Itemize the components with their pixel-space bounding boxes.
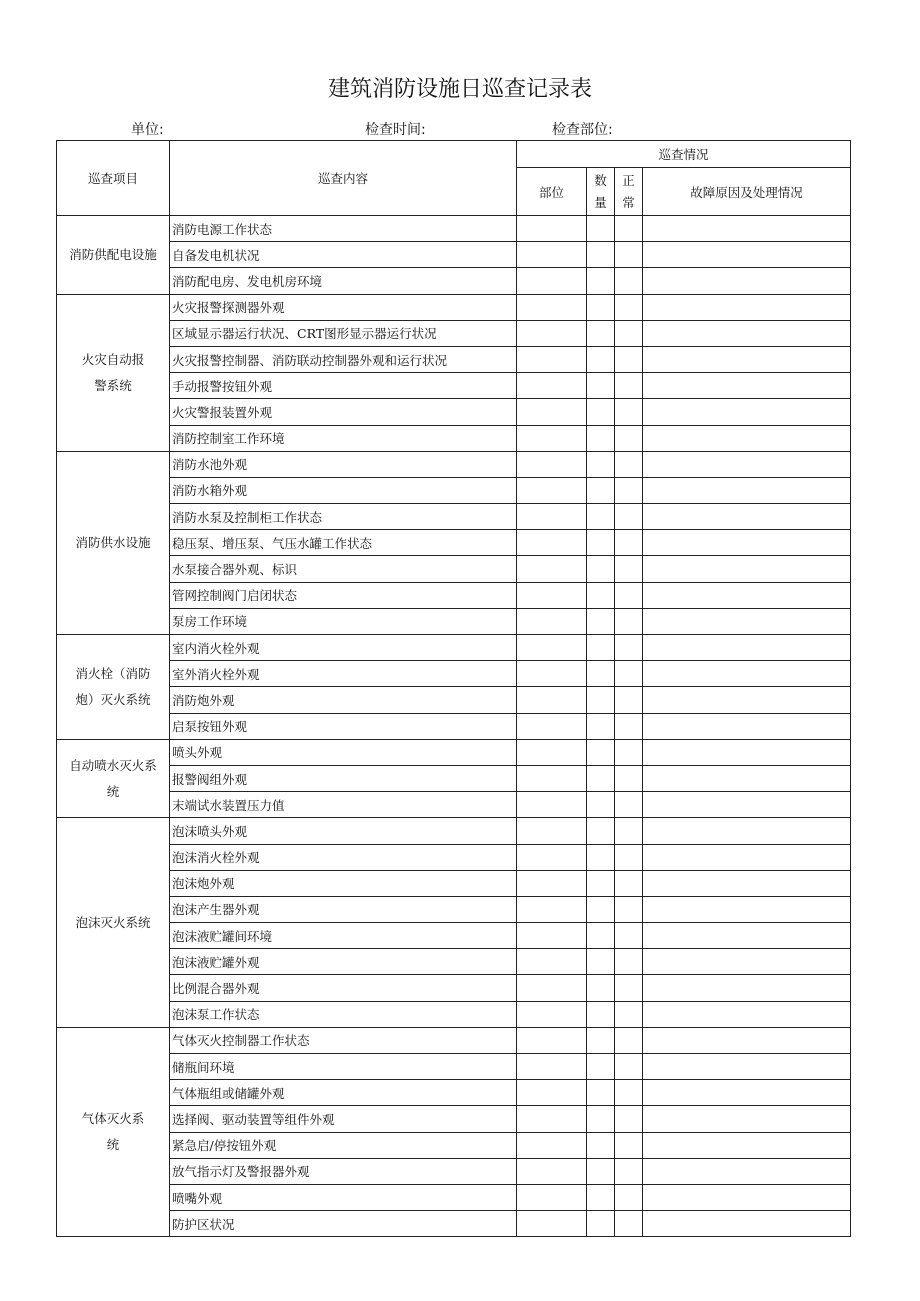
quantity-cell[interactable] xyxy=(587,870,615,896)
location-cell[interactable] xyxy=(517,399,587,425)
fault-cell[interactable] xyxy=(643,1106,851,1132)
fault-cell[interactable] xyxy=(643,556,851,582)
inspection-item: 泡沫炮外观 xyxy=(170,870,517,896)
normal-cell[interactable] xyxy=(615,949,643,975)
fault-cell[interactable] xyxy=(643,1027,851,1053)
normal-cell[interactable] xyxy=(615,504,643,530)
inspection-item: 启泵按钮外观 xyxy=(170,713,517,739)
inspection-item: 泡沫喷头外观 xyxy=(170,818,517,844)
table-row xyxy=(57,1054,851,1080)
table-body xyxy=(57,216,851,1237)
fault-cell[interactable] xyxy=(643,1001,851,1027)
table-row xyxy=(57,739,851,765)
normal-cell[interactable] xyxy=(615,1158,643,1184)
header-quantity xyxy=(587,168,615,216)
fault-cell[interactable] xyxy=(643,870,851,896)
quantity-cell[interactable] xyxy=(587,1211,615,1237)
normal-cell[interactable] xyxy=(615,582,643,608)
table-row xyxy=(57,530,851,556)
quantity-cell[interactable] xyxy=(587,1158,615,1184)
fault-cell[interactable] xyxy=(643,268,851,294)
quantity-cell[interactable] xyxy=(587,530,615,556)
table-row xyxy=(57,923,851,949)
inspection-item: 消防电源工作状态 xyxy=(170,216,517,242)
fault-cell[interactable] xyxy=(643,425,851,451)
quantity-cell[interactable] xyxy=(587,320,615,346)
location-cell[interactable] xyxy=(517,949,587,975)
quantity-cell[interactable] xyxy=(587,556,615,582)
location-cell[interactable] xyxy=(517,425,587,451)
table-row xyxy=(57,216,851,242)
category-cell xyxy=(57,818,170,1028)
location-cell[interactable] xyxy=(517,844,587,870)
inspection-item: 喷嘴外观 xyxy=(170,1184,517,1210)
location-cell[interactable] xyxy=(517,713,587,739)
quantity-cell[interactable] xyxy=(587,346,615,372)
fault-cell[interactable] xyxy=(643,739,851,765)
location-cell[interactable] xyxy=(517,1132,587,1158)
quantity-cell[interactable] xyxy=(587,268,615,294)
fault-cell[interactable] xyxy=(643,923,851,949)
table-row xyxy=(57,320,851,346)
fault-cell[interactable] xyxy=(643,1211,851,1237)
normal-cell[interactable] xyxy=(615,870,643,896)
location-cell[interactable] xyxy=(517,635,587,661)
table-row xyxy=(57,818,851,844)
quantity-cell[interactable] xyxy=(587,896,615,922)
table-row xyxy=(57,504,851,530)
inspection-item: 选择阀、驱动装置等组件外观 xyxy=(170,1106,517,1132)
location-cell[interactable] xyxy=(517,923,587,949)
location-cell[interactable] xyxy=(517,504,587,530)
quantity-cell[interactable] xyxy=(587,713,615,739)
fault-cell[interactable] xyxy=(643,844,851,870)
quantity-cell[interactable] xyxy=(587,399,615,425)
quantity-cell[interactable] xyxy=(587,425,615,451)
normal-cell[interactable] xyxy=(615,975,643,1001)
quantity-cell[interactable] xyxy=(587,661,615,687)
normal-cell[interactable] xyxy=(615,818,643,844)
location-cell[interactable] xyxy=(517,1106,587,1132)
normal-cell[interactable] xyxy=(615,1027,643,1053)
fault-cell[interactable] xyxy=(643,949,851,975)
fault-cell[interactable] xyxy=(643,373,851,399)
location-cell[interactable] xyxy=(517,1184,587,1210)
fault-cell[interactable] xyxy=(643,294,851,320)
fault-cell[interactable] xyxy=(643,975,851,1001)
location-cell[interactable] xyxy=(517,687,587,713)
fault-cell[interactable] xyxy=(643,216,851,242)
table-row xyxy=(57,661,851,687)
quantity-cell[interactable] xyxy=(587,975,615,1001)
inspection-item: 紧急启/停按钮外观 xyxy=(170,1132,517,1158)
inspection-item: 消防控制室工作环境 xyxy=(170,425,517,451)
inspection-item: 消防水泵及控制柜工作状态 xyxy=(170,504,517,530)
fault-cell[interactable] xyxy=(643,1080,851,1106)
inspection-item: 手动报警按钮外观 xyxy=(170,373,517,399)
fault-cell[interactable] xyxy=(643,1158,851,1184)
location-cell[interactable] xyxy=(517,1211,587,1237)
inspection-location-label: 检查部位: xyxy=(552,122,613,138)
table-row xyxy=(57,346,851,372)
location-cell[interactable] xyxy=(517,1027,587,1053)
inspection-item: 火灾报警控制器、消防联动控制器外观和运行状况 xyxy=(170,346,517,372)
normal-cell[interactable] xyxy=(615,923,643,949)
table-row xyxy=(57,1080,851,1106)
quantity-cell[interactable] xyxy=(587,844,615,870)
location-cell[interactable] xyxy=(517,294,587,320)
inspection-time-label: 检查时间: xyxy=(365,122,426,138)
header-normal xyxy=(615,168,643,216)
location-cell[interactable] xyxy=(517,216,587,242)
quantity-cell[interactable] xyxy=(587,242,615,268)
inspection-item: 泡沫液贮罐外观 xyxy=(170,949,517,975)
location-cell[interactable] xyxy=(517,268,587,294)
table-row xyxy=(57,1184,851,1210)
table-row xyxy=(57,608,851,634)
category-label: 气体灭火系 统 xyxy=(81,1111,145,1153)
normal-cell[interactable] xyxy=(615,451,643,477)
fault-cell[interactable] xyxy=(643,530,851,556)
quantity-cell[interactable] xyxy=(587,818,615,844)
location-cell[interactable] xyxy=(517,765,587,791)
location-cell[interactable] xyxy=(517,792,587,818)
quantity-cell[interactable] xyxy=(587,635,615,661)
normal-cell[interactable] xyxy=(615,739,643,765)
location-cell[interactable] xyxy=(517,373,587,399)
table-row xyxy=(57,765,851,791)
quantity-cell[interactable] xyxy=(587,765,615,791)
inspection-table xyxy=(56,140,851,1237)
fault-cell[interactable] xyxy=(643,1132,851,1158)
normal-cell[interactable] xyxy=(615,346,643,372)
inspection-item: 消防水箱外观 xyxy=(170,477,517,503)
table-row xyxy=(57,582,851,608)
quantity-cell[interactable] xyxy=(587,1132,615,1158)
fault-cell[interactable] xyxy=(643,320,851,346)
inspection-item: 气体瓶组或储罐外观 xyxy=(170,1080,517,1106)
inspection-item: 报警阀组外观 xyxy=(170,765,517,791)
quantity-cell[interactable] xyxy=(587,923,615,949)
fault-cell[interactable] xyxy=(643,818,851,844)
normal-cell[interactable] xyxy=(615,1001,643,1027)
page-title: 建筑消防设施日巡查记录表 xyxy=(327,77,592,102)
normal-cell[interactable] xyxy=(615,1080,643,1106)
inspection-item: 泡沫产生器外观 xyxy=(170,896,517,922)
normal-cell[interactable] xyxy=(615,687,643,713)
quantity-cell[interactable] xyxy=(587,216,615,242)
table-row xyxy=(57,792,851,818)
inspection-item: 室内消火栓外观 xyxy=(170,635,517,661)
normal-cell[interactable] xyxy=(615,242,643,268)
table-row xyxy=(57,870,851,896)
inspection-item: 泡沫泵工作状态 xyxy=(170,1001,517,1027)
inspection-item: 末端试水装置压力值 xyxy=(170,792,517,818)
normal-cell[interactable] xyxy=(615,896,643,922)
fault-cell[interactable] xyxy=(643,346,851,372)
location-cell[interactable] xyxy=(517,739,587,765)
table-row xyxy=(57,713,851,739)
category-cell xyxy=(57,216,170,295)
quantity-cell[interactable] xyxy=(587,1027,615,1053)
header-location: 部位 xyxy=(517,168,587,216)
fault-cell[interactable] xyxy=(643,477,851,503)
normal-cell[interactable] xyxy=(615,530,643,556)
table-row xyxy=(57,949,851,975)
location-cell[interactable] xyxy=(517,451,587,477)
header-fault: 故障原因及处理情况 xyxy=(643,168,851,216)
fault-cell[interactable] xyxy=(643,451,851,477)
normal-cell[interactable] xyxy=(615,1184,643,1210)
fault-cell[interactable] xyxy=(643,661,851,687)
fault-cell[interactable] xyxy=(643,1184,851,1210)
category-cell xyxy=(57,739,170,818)
location-cell[interactable] xyxy=(517,530,587,556)
inspection-item: 自备发电机状况 xyxy=(170,242,517,268)
normal-cell[interactable] xyxy=(615,661,643,687)
inspection-item: 室外消火栓外观 xyxy=(170,661,517,687)
location-cell[interactable] xyxy=(517,320,587,346)
table-row xyxy=(57,975,851,1001)
table-row xyxy=(57,1158,851,1184)
normal-cell[interactable] xyxy=(615,844,643,870)
normal-cell[interactable] xyxy=(615,608,643,634)
quantity-cell[interactable] xyxy=(587,739,615,765)
table-row xyxy=(57,268,851,294)
category-label: 火灾自动报 警系统 xyxy=(81,351,145,393)
table-row xyxy=(57,687,851,713)
category-label: 自动喷水灭火系 统 xyxy=(69,757,157,799)
fault-cell[interactable] xyxy=(643,896,851,922)
quantity-cell[interactable] xyxy=(587,504,615,530)
fault-cell[interactable] xyxy=(643,242,851,268)
inspection-item: 区域显示器运行状况、CRT图形显示器运行状况 xyxy=(170,320,517,346)
fault-cell[interactable] xyxy=(643,792,851,818)
quantity-cell[interactable] xyxy=(587,1106,615,1132)
normal-cell[interactable] xyxy=(615,1132,643,1158)
header-item: 巡查项目 xyxy=(57,141,170,216)
location-cell[interactable] xyxy=(517,242,587,268)
quantity-cell[interactable] xyxy=(587,582,615,608)
normal-cell[interactable] xyxy=(615,1211,643,1237)
inspection-item: 喷头外观 xyxy=(170,739,517,765)
quantity-cell[interactable] xyxy=(587,451,615,477)
location-cell[interactable] xyxy=(517,870,587,896)
inspection-item: 火灾报警探测器外观 xyxy=(170,294,517,320)
inspection-item: 泵房工作环境 xyxy=(170,608,517,634)
inspection-item: 消防配电房、发电机房环境 xyxy=(170,268,517,294)
inspection-item: 水泵接合器外观、标识 xyxy=(170,556,517,582)
category-label: 消防供配电设施 xyxy=(69,246,157,262)
fault-cell[interactable] xyxy=(643,582,851,608)
normal-cell[interactable] xyxy=(615,1054,643,1080)
normal-cell[interactable] xyxy=(615,268,643,294)
inspection-item: 比例混合器外观 xyxy=(170,975,517,1001)
normal-cell[interactable] xyxy=(615,1106,643,1132)
fault-cell[interactable] xyxy=(643,713,851,739)
category-label: 消防供水设施 xyxy=(75,534,151,550)
inspection-item: 泡沫液贮罐间环境 xyxy=(170,923,517,949)
table-row xyxy=(57,1132,851,1158)
inspection-item: 放气指示灯及警报器外观 xyxy=(170,1158,517,1184)
table-row xyxy=(57,242,851,268)
table-row xyxy=(57,451,851,477)
normal-cell[interactable] xyxy=(615,556,643,582)
location-cell[interactable] xyxy=(517,1158,587,1184)
category-cell xyxy=(57,1027,170,1237)
normal-cell[interactable] xyxy=(615,792,643,818)
fault-cell[interactable] xyxy=(643,635,851,661)
location-cell[interactable] xyxy=(517,556,587,582)
normal-cell[interactable] xyxy=(615,425,643,451)
location-cell[interactable] xyxy=(517,661,587,687)
category-cell xyxy=(57,635,170,740)
location-cell[interactable] xyxy=(517,1001,587,1027)
fault-cell[interactable] xyxy=(643,1054,851,1080)
location-cell[interactable] xyxy=(517,818,587,844)
normal-cell[interactable] xyxy=(615,477,643,503)
category-cell xyxy=(57,294,170,451)
inspection-item: 气体灭火控制器工作状态 xyxy=(170,1027,517,1053)
normal-cell[interactable] xyxy=(615,765,643,791)
fault-cell[interactable] xyxy=(643,504,851,530)
table-row xyxy=(57,844,851,870)
normal-cell[interactable] xyxy=(615,399,643,425)
quantity-cell[interactable] xyxy=(587,294,615,320)
table-row xyxy=(57,425,851,451)
quantity-cell[interactable] xyxy=(587,477,615,503)
quantity-cell[interactable] xyxy=(587,608,615,634)
quantity-cell[interactable] xyxy=(587,1054,615,1080)
header-content: 巡查内容 xyxy=(170,141,517,216)
category-cell xyxy=(57,451,170,634)
quantity-cell[interactable] xyxy=(587,1001,615,1027)
location-cell[interactable] xyxy=(517,582,587,608)
normal-cell[interactable] xyxy=(615,294,643,320)
inspection-item: 防护区状况 xyxy=(170,1211,517,1237)
quantity-cell[interactable] xyxy=(587,949,615,975)
inspection-item: 稳压泵、增压泵、气压水罐工作状态 xyxy=(170,530,517,556)
quantity-cell[interactable] xyxy=(587,373,615,399)
header-quantity-text: 数 量 xyxy=(594,172,607,210)
location-cell[interactable] xyxy=(517,1054,587,1080)
location-cell[interactable] xyxy=(517,896,587,922)
table-row xyxy=(57,1211,851,1237)
quantity-cell[interactable] xyxy=(587,1184,615,1210)
fault-cell[interactable] xyxy=(643,608,851,634)
quantity-cell[interactable] xyxy=(587,1080,615,1106)
normal-cell[interactable] xyxy=(615,320,643,346)
table-row xyxy=(57,1001,851,1027)
location-cell[interactable] xyxy=(517,477,587,503)
fault-cell[interactable] xyxy=(643,399,851,425)
category-label: 消火栓（消防 炮）灭火系统 xyxy=(75,665,151,707)
table-row xyxy=(57,294,851,320)
inspection-item: 火灾警报装置外观 xyxy=(170,399,517,425)
table-row xyxy=(57,477,851,503)
normal-cell[interactable] xyxy=(615,373,643,399)
table-row xyxy=(57,1106,851,1132)
inspection-item: 消防炮外观 xyxy=(170,687,517,713)
fault-cell[interactable] xyxy=(643,765,851,791)
normal-cell[interactable] xyxy=(615,635,643,661)
quantity-cell[interactable] xyxy=(587,792,615,818)
location-cell[interactable] xyxy=(517,608,587,634)
location-cell[interactable] xyxy=(517,346,587,372)
table-row xyxy=(57,635,851,661)
category-label: 泡沫灭火系统 xyxy=(75,914,151,930)
inspection-item: 消防水池外观 xyxy=(170,451,517,477)
normal-cell[interactable] xyxy=(615,216,643,242)
table-row xyxy=(57,399,851,425)
inspection-item: 泡沫消火栓外观 xyxy=(170,844,517,870)
fault-cell[interactable] xyxy=(643,687,851,713)
inspection-item: 储瓶间环境 xyxy=(170,1054,517,1080)
inspection-item: 管网控制阀门启闭状态 xyxy=(170,582,517,608)
location-cell[interactable] xyxy=(517,1080,587,1106)
table-row xyxy=(57,1027,851,1053)
quantity-cell[interactable] xyxy=(587,687,615,713)
header-status-group: 巡查情况 xyxy=(517,141,851,168)
unit-label: 单位: xyxy=(131,122,164,138)
table-row xyxy=(57,896,851,922)
table-row xyxy=(57,556,851,582)
location-cell[interactable] xyxy=(517,975,587,1001)
normal-cell[interactable] xyxy=(615,713,643,739)
table-row xyxy=(57,373,851,399)
header-normal-text: 正 常 xyxy=(622,172,635,210)
